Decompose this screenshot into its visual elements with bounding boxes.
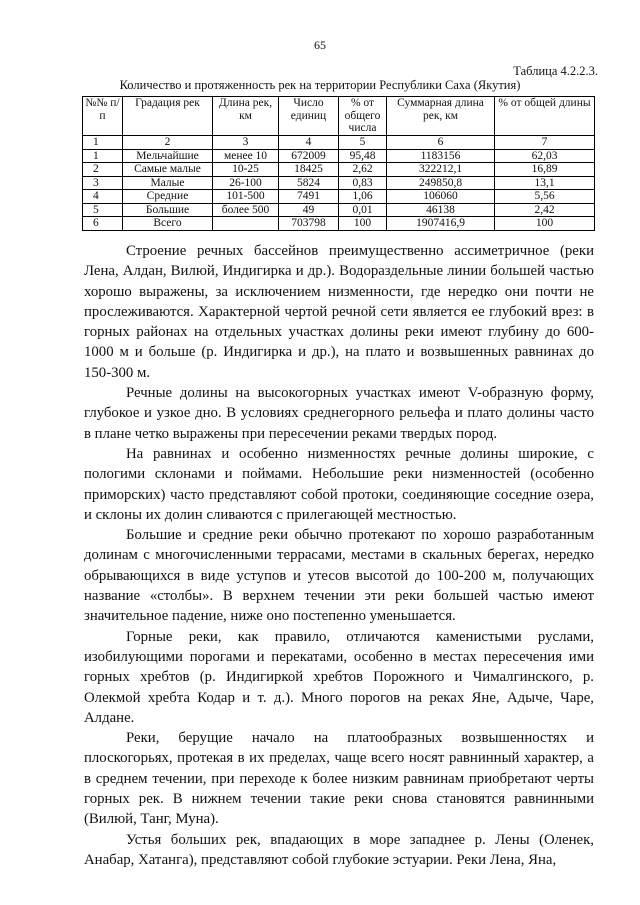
table-cell: 2,62 — [339, 163, 387, 177]
table-cell: Всего — [123, 217, 213, 231]
header-cell: Градация рек — [123, 97, 213, 136]
table-cell: менее 10 — [213, 149, 279, 163]
table-cell: 322212,1 — [387, 163, 495, 177]
table-cell: 5,56 — [495, 190, 595, 204]
paragraph: Строение речных бассейнов преимущественно ассиметричное (реки Лена, Алдан, Вилюй, Индигирка и др.). Водораздельные линии большей частью хорошо выражены, за исключением низменности, где нередко они почти не прослеживаются. Характерной чертой речной сети является ее глубокий врез: в горных районах на отдельных участках долины реки имеют глубину до 600-1000 м и больше (р. Индигирка и др.), на плато и возвышенных равнинах до 150-300 м. — [84, 243, 594, 381]
table-caption: Количество и протяженность рек на территории Республики Саха (Якутия) — [119, 78, 521, 92]
table-cell: Средние — [123, 190, 213, 204]
table-cell: Мельчайшие — [123, 149, 213, 163]
table-cell: 95,48 — [339, 149, 387, 163]
table-cell — [213, 217, 279, 231]
table-cell: 13,1 — [495, 176, 595, 190]
page-number: 65 — [314, 38, 326, 52]
column-number: 3 — [213, 136, 279, 150]
table-cell: 26-100 — [213, 176, 279, 190]
column-number: 7 — [495, 136, 595, 150]
paragraph: Устья больших рек, впадающих в море западнее р. Лены (Оленек, Анабар, Хатанга), представляют собой глубокие эстуарии. Реки Лена, Яна, — [84, 831, 594, 868]
body-text — [84, 241, 594, 870]
table-cell: 106060 — [387, 190, 495, 204]
column-number-row — [83, 136, 595, 150]
paragraph: Речные долины на высокогорных участках имеют V-образную форму, глубокое и узкое дно. В условиях среднегорного рельефа и плато долины часто в плане четко выражены при пересечении реками твердых пород. — [84, 385, 594, 442]
table-cell: 3 — [83, 176, 123, 190]
table-cell: 6 — [83, 217, 123, 231]
table-cell: 0,83 — [339, 176, 387, 190]
table-row — [83, 176, 595, 190]
table-label: Таблица 4.2.2.3. — [513, 64, 598, 78]
header-cell: Длина рек, км — [213, 97, 279, 136]
table-cell: 5824 — [279, 176, 339, 190]
table-cell: 5 — [83, 203, 123, 217]
table-cell: 46138 — [387, 203, 495, 217]
table-cell: 100 — [495, 217, 595, 231]
header-cell: №№ п/п — [83, 97, 123, 136]
table-cell: 0,01 — [339, 203, 387, 217]
column-number: 4 — [279, 136, 339, 150]
table-cell: 249850,8 — [387, 176, 495, 190]
column-number: 6 — [387, 136, 495, 150]
table-cell: 10-25 — [213, 163, 279, 177]
table-row — [83, 190, 595, 204]
header-cell: % от общей длины — [495, 97, 595, 136]
table-cell: 1183156 — [387, 149, 495, 163]
paragraph: Горные реки, как правило, отличаются каменистыми руслами, изобилующими порогами и перекатами, особенно в местах пересечения ими горных хребтов (р. Индигиркой хребтов Порожного и Чималгинского, р. Олекмой хребта Кодар и т. д.). Много порогов на реках Яне, Адыче, Чаре, Алдане. — [84, 628, 594, 726]
header-cell: Число единиц — [279, 97, 339, 136]
table-cell: 2 — [83, 163, 123, 177]
table-row — [83, 149, 595, 163]
table-cell: Большие — [123, 203, 213, 217]
table-row — [83, 163, 595, 177]
table-cell: 16,89 — [495, 163, 595, 177]
table-cell: 7491 — [279, 190, 339, 204]
column-number: 1 — [83, 136, 123, 150]
table-cell: 2,42 — [495, 203, 595, 217]
paragraph: На равнинах и особенно низменностях речные долины широкие, с пологими склонами и поймами. Небольшие реки низменностей (особенно приморских) часто представляют собой протоки, соединяющие соседние озера, и склоны их долин сливаются с прилегающей местностью. — [84, 445, 594, 523]
table-cell: Самые малые — [123, 163, 213, 177]
table-cell: 62,03 — [495, 149, 595, 163]
table-cell: 49 — [279, 203, 339, 217]
table-cell: 101-500 — [213, 190, 279, 204]
header-cell: % от общего числа — [339, 97, 387, 136]
header-cell: Суммарная длина рек, км — [387, 97, 495, 136]
table-row-total — [83, 217, 595, 231]
paragraph: Реки, берущие начало на платообразных возвышенностях и плоскогорьях, протекая в их пределах, чаще всего носят равнинный характер, а в среднем течении, при переходе к более низким равнинам приобретают черты горных рек. В нижнем течении такие реки снова становятся равнинными (Вилюй, Танг, Муна). — [84, 730, 594, 828]
column-number: 2 — [123, 136, 213, 150]
table-cell: 100 — [339, 217, 387, 231]
paragraph: Большие и средние реки обычно протекают по хорошо разработанным долинам с многочисленными террасами, местами в скальных берегах, нередко обрывающихся в виде уступов и утесов высотой до 100-200 м, получающих название «столбы». В верхнем течении эти реки большей частью имеют значительное падение, ниже оно постепенно уменьшается. — [84, 527, 594, 625]
table-cell: 4 — [83, 190, 123, 204]
table-cell: 1 — [83, 149, 123, 163]
table-cell: 18425 — [279, 163, 339, 177]
table-cell: Малые — [123, 176, 213, 190]
table-cell: 1,06 — [339, 190, 387, 204]
table-header-row — [83, 97, 595, 136]
column-number: 5 — [339, 136, 387, 150]
table-row — [83, 203, 595, 217]
table-cell: 1907416,9 — [387, 217, 495, 231]
table-cell: 672009 — [279, 149, 339, 163]
river-statistics-table — [82, 96, 595, 231]
table-cell: более 500 — [213, 203, 279, 217]
table-cell: 703798 — [279, 217, 339, 231]
